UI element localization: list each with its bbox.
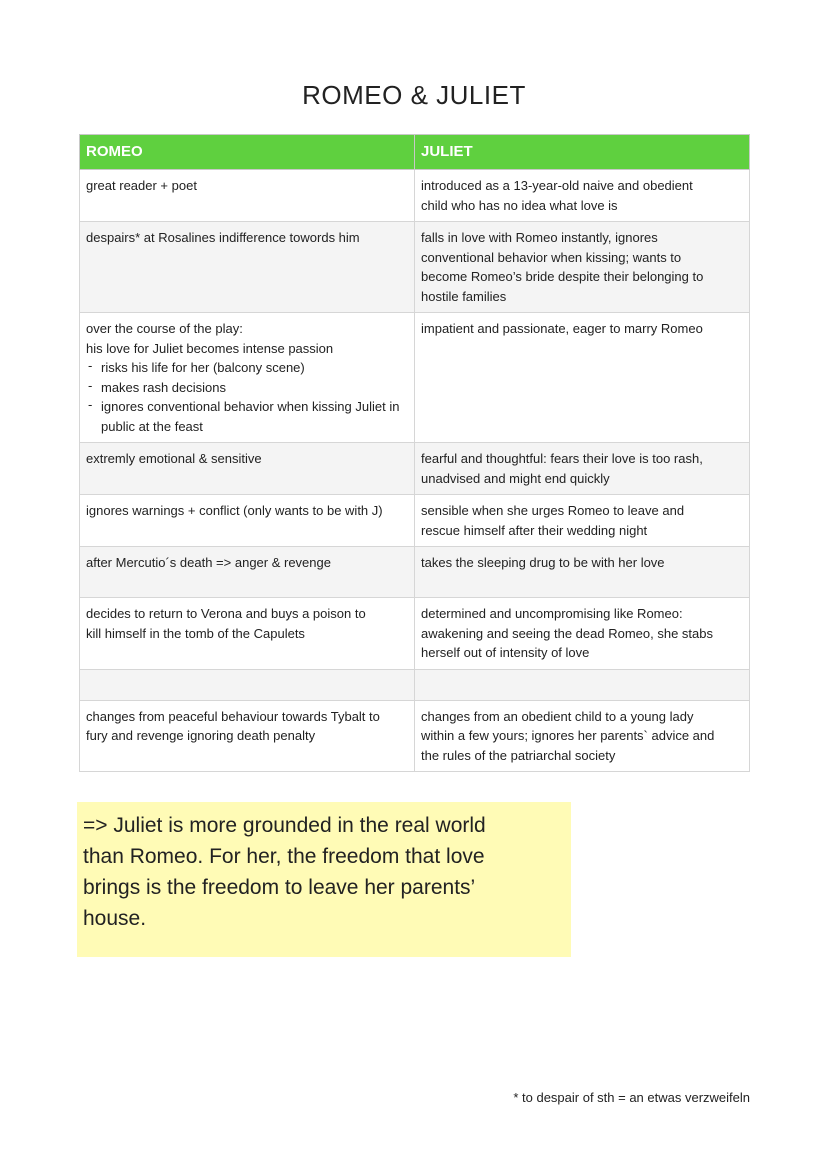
juliet-cell (415, 669, 750, 700)
romeo-trait-line: after Mercutio´s death => anger & revenge (86, 555, 331, 570)
conclusion-line: than Romeo. For her, the freedom that love (83, 845, 485, 868)
romeo-bullet-item: - ignores conventional behavior when kissing Juliet in public at the feast (86, 397, 408, 436)
juliet-trait-line: child who has no idea what love is (421, 197, 618, 213)
comparison-table (79, 134, 750, 772)
conclusion-note (77, 802, 571, 957)
table-row (80, 598, 750, 670)
romeo-trait-line: his love for Juliet becomes intense passion (86, 340, 334, 356)
juliet-trait-line: determined and uncompromising like Romeo: (421, 606, 683, 621)
romeo-trait-line: over the course of the play: (86, 321, 243, 336)
juliet-cell (415, 598, 750, 670)
romeo-cell (80, 700, 415, 772)
romeo-trait-line: ignores warnings + conflict (only wants to be with J) (86, 503, 383, 518)
romeo-cell (80, 598, 415, 670)
romeo-bullet-item: - makes rash decisions (86, 378, 408, 398)
romeo-cell (80, 170, 415, 222)
romeo-cell (80, 443, 415, 495)
juliet-trait-line: impatient and passionate, eager to marry Romeo (421, 321, 703, 336)
juliet-trait-line: sensible when she urges Romeo to leave and (421, 503, 685, 518)
juliet-trait-line: herself out of intensity of love (421, 645, 590, 660)
table-row (80, 443, 750, 495)
juliet-trait-line: changes from an obedient child to a young lady (421, 708, 694, 724)
juliet-trait-line: fearful and thoughtful: fears their love is too rash, (421, 451, 703, 466)
juliet-trait-line: unadvised and might end quickly (421, 470, 610, 486)
table-row (80, 495, 750, 547)
romeo-trait-line: decides to return to Verona and buys a poison to (86, 606, 366, 621)
juliet-trait-line: the rules of the patriarchal society (421, 747, 616, 763)
juliet-trait-line: within a few yours; ignores her parents` advice and (421, 728, 715, 743)
table-row (80, 313, 750, 443)
juliet-trait-line: become Romeo’s bride despite their belonging to (421, 269, 704, 284)
juliet-trait-line: rescue himself after their wedding night (421, 522, 648, 538)
column-header-juliet: JULIET (415, 135, 750, 170)
romeo-bullet-item: - risks his life for her (balcony scene) (86, 358, 408, 378)
romeo-cell (80, 313, 415, 443)
juliet-cell (415, 700, 750, 772)
romeo-trait-line: despairs* at Rosalines indifference towords him (86, 230, 360, 245)
table-row (80, 700, 750, 772)
romeo-cell (80, 222, 415, 313)
table-row (80, 669, 750, 700)
romeo-trait-line: extremly emotional & sensitive (86, 451, 262, 466)
page-title: ROMEO & JULIET (302, 80, 526, 110)
romeo-trait-line: fury and revenge ignoring death penalty (86, 728, 316, 743)
table-row (80, 222, 750, 313)
column-header-romeo: ROMEO (80, 135, 415, 170)
conclusion-line: brings is the freedom to leave her parents’ (83, 876, 476, 899)
romeo-cell (80, 547, 415, 598)
juliet-trait-line: falls in love with Romeo instantly, ignores (421, 230, 658, 245)
table-row (80, 170, 750, 222)
table-header-row (80, 135, 750, 170)
juliet-cell (415, 495, 750, 547)
juliet-cell (415, 547, 750, 598)
juliet-trait-line: hostile families (421, 288, 507, 304)
juliet-cell (415, 170, 750, 222)
juliet-trait-line: conventional behavior when kissing; wants to (421, 249, 682, 265)
footnote: * to despair of sth = an etwas verzweifeln (513, 1090, 750, 1105)
conclusion-line: => Juliet is more grounded in the real world (83, 814, 486, 837)
conclusion-line: house. (83, 907, 147, 930)
juliet-trait-line: introduced as a 13-year-old naive and obedient (421, 178, 693, 193)
juliet-trait-line: takes the sleeping drug to be with her love (421, 555, 665, 570)
romeo-trait-line: changes from peaceful behaviour towards Tybalt to (86, 708, 380, 724)
juliet-trait-line: awakening and seeing the dead Romeo, she stabs (421, 625, 713, 641)
romeo-cell (80, 669, 415, 700)
romeo-cell (80, 495, 415, 547)
juliet-cell (415, 222, 750, 313)
juliet-cell (415, 443, 750, 495)
romeo-trait-line: kill himself in the tomb of the Capulets (86, 625, 305, 641)
table-row (80, 547, 750, 598)
juliet-cell (415, 313, 750, 443)
romeo-trait-line: great reader + poet (86, 178, 197, 193)
